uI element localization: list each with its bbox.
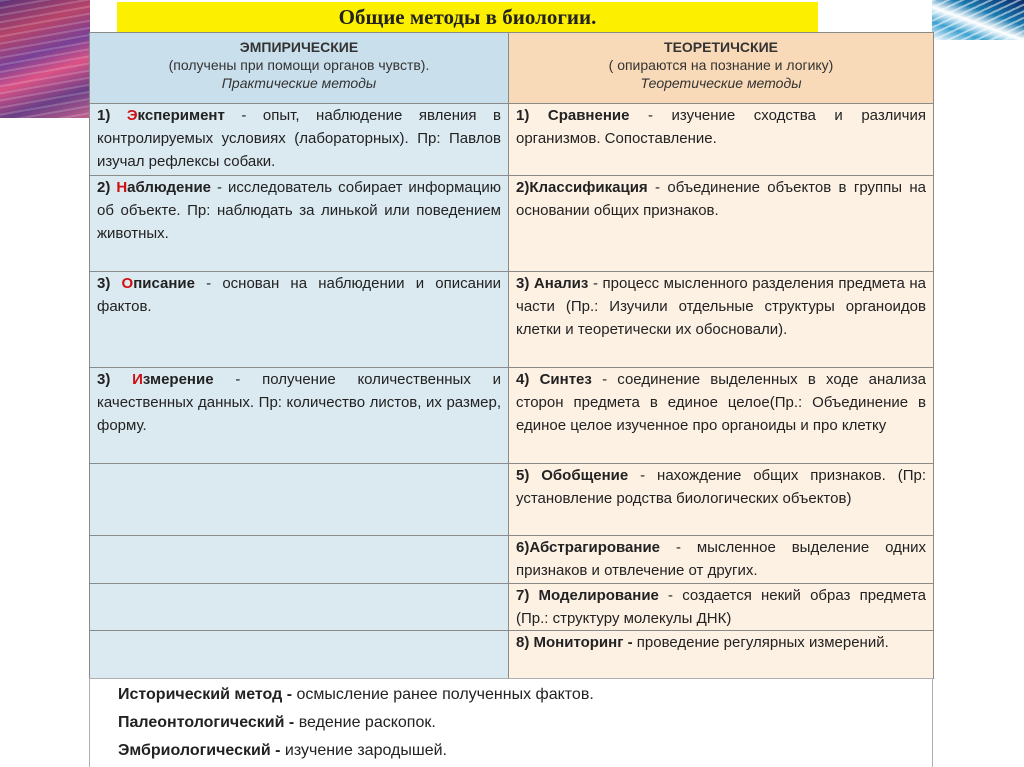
method-term: Мониторинг -: [533, 634, 633, 651]
method-term: писание: [133, 275, 195, 292]
header-theoretical-note: Теоретические методы: [640, 75, 802, 91]
method-number: 6): [516, 539, 530, 556]
empirical-cell-empty: [90, 584, 509, 631]
additional-methods: [89, 678, 933, 767]
header-theoretical-title: ТЕОРЕТИЧСКИЕ: [664, 39, 778, 55]
method-number: 2): [97, 179, 111, 196]
theoretical-cell: [509, 104, 934, 176]
empirical-cell-empty: [90, 464, 509, 536]
method-term: Классификация: [529, 179, 648, 196]
method-number: 2): [516, 179, 530, 196]
table-row: [90, 584, 934, 631]
method-number: 1): [97, 107, 111, 124]
method-term: Обобщение: [541, 467, 629, 484]
method-description: - мысленное выделение одних признаков и отвлечение от других.: [516, 539, 927, 579]
method-description: - нахождение общих признаков. (Пр: установление родства биологических объектов): [516, 467, 926, 507]
method-description: - процесс мысленного разделения предмета на части (Пр.: Изучили отдельные структуры органоидов клетки и теоретически их обосновали).: [516, 275, 927, 338]
empirical-cell: [90, 104, 509, 176]
theoretical-cell: [509, 536, 934, 584]
method-initial: Э: [126, 107, 138, 124]
table-row: [90, 104, 934, 176]
method-term: Исторический метод -: [118, 686, 293, 703]
method-description: - исследователь собирает информацию об объекте. Пр: наблюдать за линькой или поведением животных.: [97, 179, 501, 242]
method-term: Сравнение: [547, 107, 630, 124]
header-theoretical: [509, 33, 934, 104]
method-term: Анализ: [533, 275, 589, 292]
method-number: 1): [516, 107, 530, 124]
method-number: 3): [516, 275, 530, 292]
theoretical-cell: [509, 272, 934, 368]
method-term: Эмбриологический -: [118, 742, 281, 759]
method-description: - соединение выделенных в ходе анализа сторон предмета в единое целое(Пр.: Объединение в единое целое изученное про органоиды и про клетку: [516, 371, 927, 434]
theoretical-cell: [509, 584, 934, 631]
method-number: 8): [516, 634, 530, 651]
method-description: осмысление ранее полученных фактов.: [296, 686, 594, 703]
method-description: - получение количественных и качественных данных. Пр: количество листов, их размер, форму.: [97, 371, 501, 434]
empirical-cell-empty: [90, 536, 509, 584]
table-row: [90, 272, 934, 368]
method-term: Синтез: [539, 371, 592, 388]
method-description: изучение зародышей.: [284, 742, 447, 759]
method-description: - объединение объектов в группы на основании общих признаков.: [516, 179, 926, 219]
empirical-cell: [90, 368, 509, 464]
method-initial: О: [121, 275, 134, 292]
table-row: [90, 368, 934, 464]
method-number: 3): [97, 275, 111, 292]
empirical-cell: [90, 272, 509, 368]
list-item: [118, 709, 932, 737]
theoretical-cell: [509, 631, 934, 679]
header-empirical-title: ЭМПИРИЧЕСКИЕ: [239, 39, 359, 55]
empirical-cell: [90, 176, 509, 272]
method-term: ксперимент: [137, 107, 225, 124]
method-number: 3): [97, 371, 111, 388]
decorative-stripes-right: [932, 0, 1024, 40]
method-term: Палеонтологический -: [118, 714, 295, 731]
method-term: аблюдение: [127, 179, 212, 196]
theoretical-cell: [509, 464, 934, 536]
method-description: - изучение сходства и различия организмов. Сопоставление.: [516, 107, 927, 147]
theoretical-cell: [509, 368, 934, 464]
method-term: Абстрагирование: [529, 539, 661, 556]
method-number: 4): [516, 371, 530, 388]
decorative-stripes-left: [0, 0, 90, 118]
method-description: ведение раскопок.: [298, 714, 436, 731]
theoretical-cell: [509, 176, 934, 272]
method-description: - создается некий образ предмета (Пр.: структуру молекулы ДНК): [516, 587, 926, 627]
list-item: [118, 681, 932, 709]
method-description: проведение регулярных измерений.: [636, 634, 889, 651]
header-empirical-note: Практические методы: [221, 75, 377, 91]
list-item: [118, 737, 932, 765]
method-initial: И: [132, 371, 143, 388]
method-description: - опыт, наблюдение явления в контролируемых условиях (лабораторных). Пр: Павлов изучал рефлексы собаки.: [97, 107, 501, 170]
table-header-row: [90, 33, 934, 104]
method-description: - основан на наблюдении и описании фактов.: [97, 275, 502, 315]
method-number: 7): [516, 587, 530, 604]
method-initial: Н: [116, 179, 128, 196]
header-empirical: [90, 33, 509, 104]
empirical-cell-empty: [90, 631, 509, 679]
table-row: [90, 536, 934, 584]
table-row: [90, 464, 934, 536]
method-number: 5): [516, 467, 530, 484]
methods-table: [89, 32, 934, 679]
table-row: [90, 176, 934, 272]
table-row: [90, 631, 934, 679]
page-title: Общие методы в биологии.: [117, 2, 818, 32]
header-empirical-subtitle: (получены при помощи органов чувств).: [168, 57, 430, 73]
method-term: Моделирование: [538, 587, 659, 604]
header-theoretical-subtitle: ( опираются на познание и логику): [608, 57, 834, 73]
method-term: змерение: [142, 371, 214, 388]
